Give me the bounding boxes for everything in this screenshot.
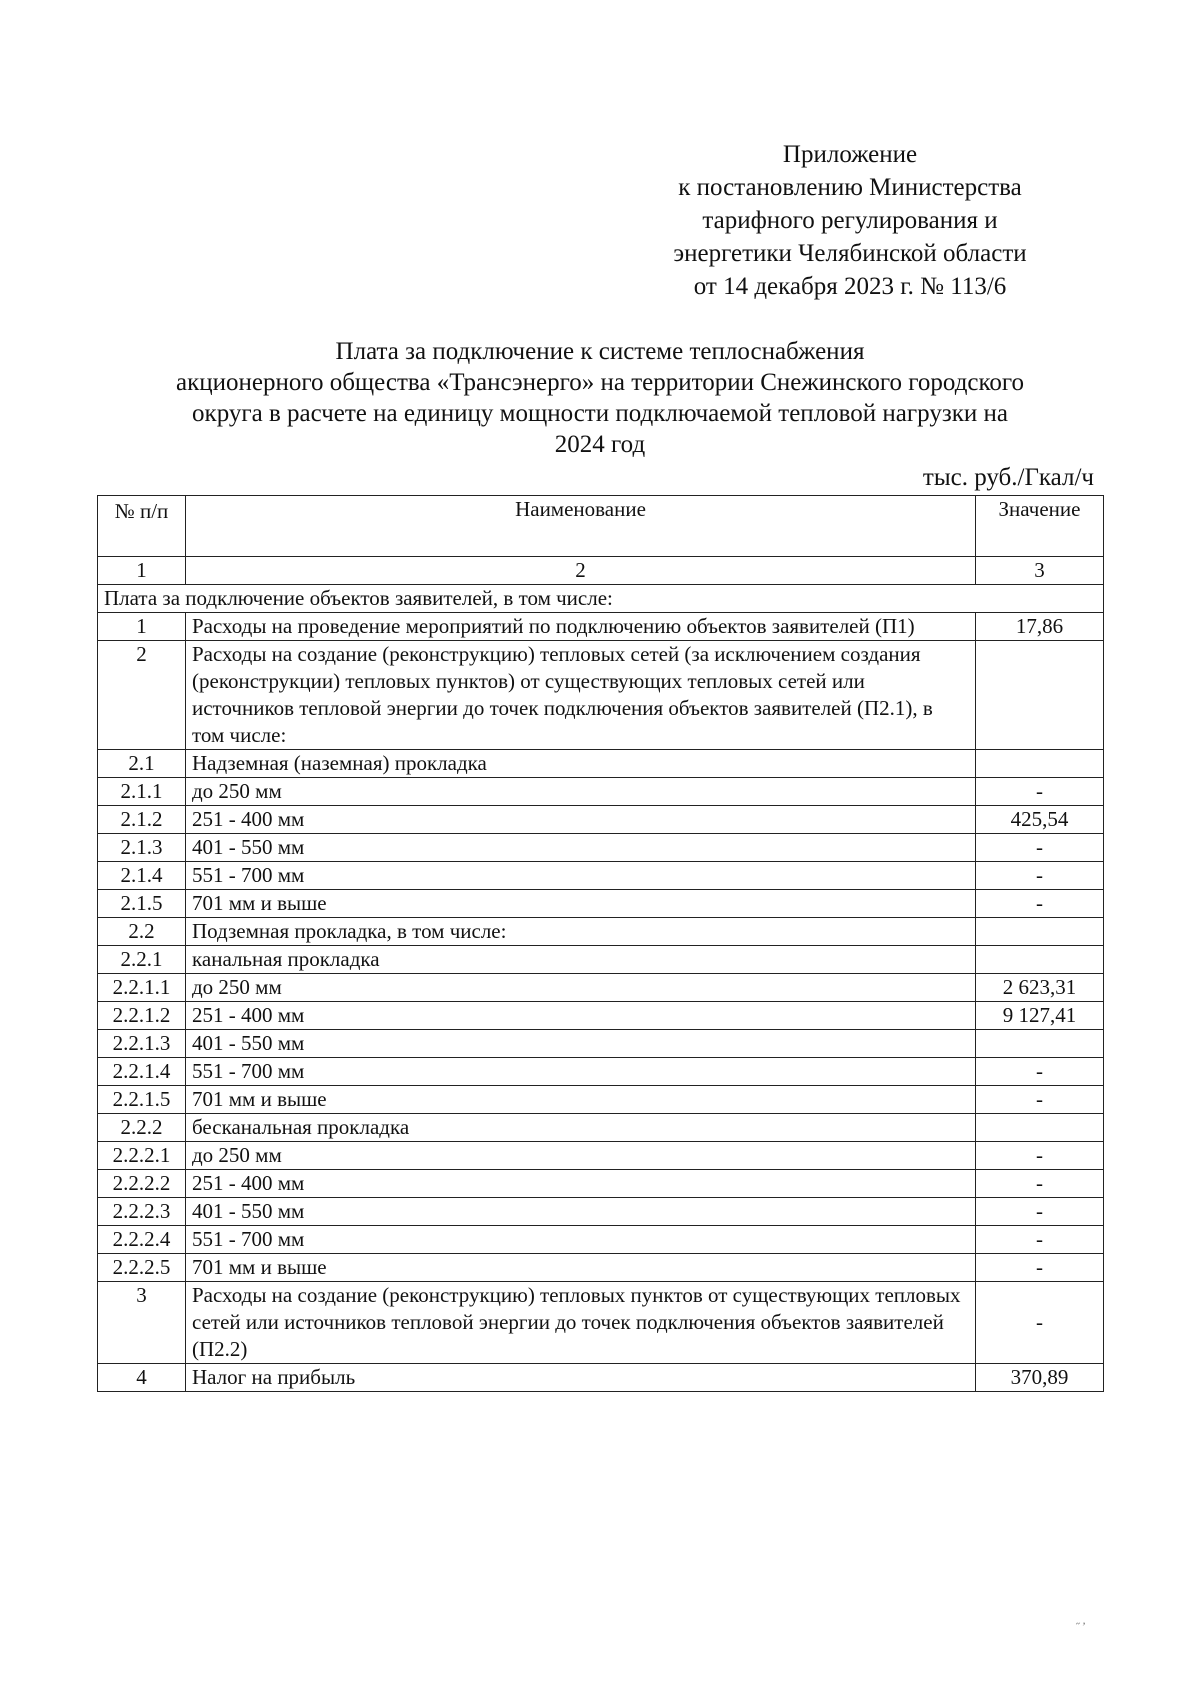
row-number: 2	[98, 641, 186, 750]
row-value: -	[976, 778, 1104, 806]
row-name: 251 - 400 мм	[186, 1002, 976, 1030]
header-num: № п/п	[98, 496, 186, 557]
scan-mark: ˝ ̛	[1076, 1620, 1083, 1634]
row-name: 701 мм и выше	[186, 890, 976, 918]
row-value: 9 127,41	[976, 1002, 1104, 1030]
row-value: -	[976, 1058, 1104, 1086]
row-number: 2.1	[98, 750, 186, 778]
header-value: Значение	[976, 496, 1104, 557]
table-row	[98, 1226, 1104, 1254]
row-name: 251 - 400 мм	[186, 1170, 976, 1198]
row-name: 401 - 550 мм	[186, 1198, 976, 1226]
table-row	[98, 750, 1104, 778]
row-name: Расходы на создание (реконструкцию) тепловых сетей (за исключением создания (реконструкции) тепловых пунктов) от существующих тепловых сетей или источников тепловой энергии до точек подключения объектов заявителей (П2.1), в том числе:	[186, 641, 976, 750]
table-row	[98, 1282, 1104, 1364]
row-name: 401 - 550 мм	[186, 1030, 976, 1058]
row-name: до 250 мм	[186, 974, 976, 1002]
row-value: -	[976, 1086, 1104, 1114]
section-title: Плата за подключение объектов заявителей, в том числе:	[98, 585, 1104, 613]
row-number: 2.2.1.1	[98, 974, 186, 1002]
row-name: 701 мм и выше	[186, 1254, 976, 1282]
row-number: 2.2.1.3	[98, 1030, 186, 1058]
row-value: -	[976, 834, 1104, 862]
table-row	[98, 834, 1104, 862]
row-value: -	[976, 1170, 1104, 1198]
document-title	[60, 336, 1140, 460]
table-header-row	[98, 496, 1104, 557]
units-label: тыс. руб./Гкал/ч	[922, 464, 1094, 491]
table-row	[98, 1058, 1104, 1086]
row-name: 251 - 400 мм	[186, 806, 976, 834]
row-value: -	[976, 1226, 1104, 1254]
table-row	[98, 974, 1104, 1002]
row-value: 425,54	[976, 806, 1104, 834]
column-number: 2	[186, 557, 976, 585]
appendix-line: тарифного регулирования и	[702, 207, 998, 234]
row-value	[976, 1114, 1104, 1142]
table-row	[98, 946, 1104, 974]
row-value	[976, 641, 1104, 750]
row-name: Налог на прибыль	[186, 1364, 976, 1392]
title-line: 2024 год	[554, 431, 646, 458]
row-number: 2.2.1.2	[98, 1002, 186, 1030]
row-value	[976, 1030, 1104, 1058]
row-name: Подземная прокладка, в том числе:	[186, 918, 976, 946]
row-value: -	[976, 1198, 1104, 1226]
row-value	[976, 750, 1104, 778]
title-line: Плата за подключение к системе теплоснабжения	[335, 338, 865, 365]
row-name: 551 - 700 мм	[186, 1226, 976, 1254]
row-number: 4	[98, 1364, 186, 1392]
row-number: 2.2.2.3	[98, 1198, 186, 1226]
row-number: 2.2.2.5	[98, 1254, 186, 1282]
table-row	[98, 1170, 1104, 1198]
column-number-row	[98, 557, 1104, 585]
table-row	[98, 890, 1104, 918]
tariff-table	[97, 495, 1104, 1392]
row-value: 2 623,31	[976, 974, 1104, 1002]
row-value: 370,89	[976, 1364, 1104, 1392]
row-name: Расходы на создание (реконструкцию) тепловых пунктов от существующих тепловых сетей или источников тепловой энергии до точек подключения объектов заявителей (П2.2)	[186, 1282, 976, 1364]
appendix-line: Приложение	[782, 141, 918, 168]
table-row	[98, 918, 1104, 946]
table-row	[98, 862, 1104, 890]
title-line: акционерного общества «Трансэнерго» на территории Снежинского городского	[175, 369, 1025, 396]
row-name: 401 - 550 мм	[186, 834, 976, 862]
table-row	[98, 1364, 1104, 1392]
title-line: округа в расчете на единицу мощности подключаемой тепловой нагрузки на	[192, 400, 1008, 427]
table-row	[98, 1198, 1104, 1226]
row-value: -	[976, 1254, 1104, 1282]
section-row	[98, 585, 1104, 613]
table-row	[98, 1002, 1104, 1030]
row-name: Расходы на проведение мероприятий по подключению объектов заявителей (П1)	[186, 613, 976, 641]
row-number: 2.2.2.4	[98, 1226, 186, 1254]
row-number: 2.1.1	[98, 778, 186, 806]
appendix-header	[640, 138, 1060, 303]
appendix-line: к постановлению Министерства	[678, 174, 1022, 201]
table-row	[98, 1086, 1104, 1114]
row-number: 2.1.5	[98, 890, 186, 918]
appendix-line: от 14 декабря 2023 г. № 113/6	[693, 273, 1007, 300]
row-value: -	[976, 862, 1104, 890]
table-row	[98, 1142, 1104, 1170]
table-row	[98, 1030, 1104, 1058]
row-number: 2.2.2.2	[98, 1170, 186, 1198]
row-number: 2.2.1	[98, 946, 186, 974]
row-value: 17,86	[976, 613, 1104, 641]
table-row	[98, 1114, 1104, 1142]
row-number: 2.1.4	[98, 862, 186, 890]
row-value: -	[976, 890, 1104, 918]
row-number: 2.2.1.5	[98, 1086, 186, 1114]
row-name: до 250 мм	[186, 778, 976, 806]
row-value: -	[976, 1142, 1104, 1170]
table-row	[98, 641, 1104, 750]
row-number: 2.1.3	[98, 834, 186, 862]
row-number: 2.1.2	[98, 806, 186, 834]
row-name: бесканальная прокладка	[186, 1114, 976, 1142]
table-row	[98, 1254, 1104, 1282]
row-name: 551 - 700 мм	[186, 1058, 976, 1086]
row-name: Надземная (наземная) прокладка	[186, 750, 976, 778]
row-number: 3	[98, 1282, 186, 1364]
row-value: -	[976, 1282, 1104, 1364]
appendix-line: энергетики Челябинской области	[673, 240, 1027, 267]
row-name: 701 мм и выше	[186, 1086, 976, 1114]
row-number: 2.2.1.4	[98, 1058, 186, 1086]
row-number: 1	[98, 613, 186, 641]
table-row	[98, 613, 1104, 641]
table-row	[98, 806, 1104, 834]
row-number: 2.2.2	[98, 1114, 186, 1142]
column-number: 3	[976, 557, 1104, 585]
row-value	[976, 946, 1104, 974]
row-number: 2.2.2.1	[98, 1142, 186, 1170]
table-row	[98, 778, 1104, 806]
column-number: 1	[98, 557, 186, 585]
row-name: 551 - 700 мм	[186, 862, 976, 890]
row-name: до 250 мм	[186, 1142, 976, 1170]
row-name: канальная прокладка	[186, 946, 976, 974]
row-number: 2.2	[98, 918, 186, 946]
row-value	[976, 918, 1104, 946]
header-name: Наименование	[186, 496, 976, 557]
